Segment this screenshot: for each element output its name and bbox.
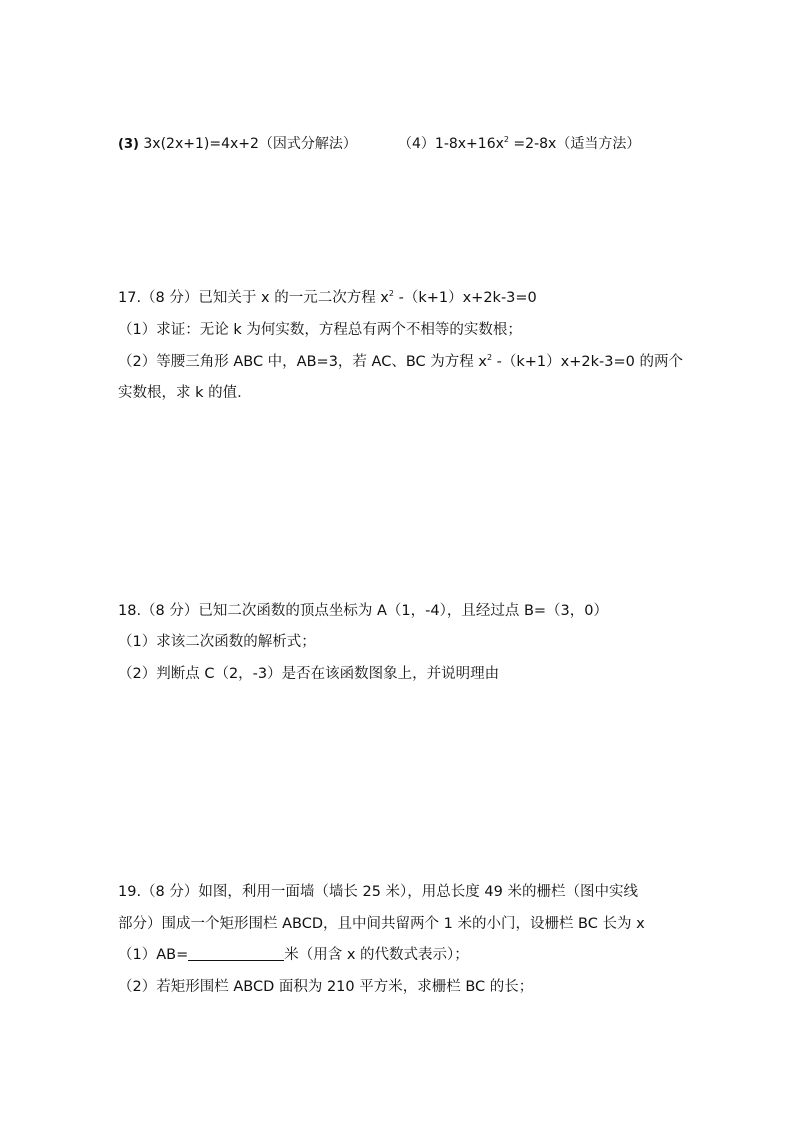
q18-part2: （2）判断点 C（2，-3）是否在该函数图象上，并说明理由 [118, 666, 500, 682]
q16-part3-text: 3x(2x+1)=4x+2（因式分解法） [138, 136, 357, 152]
q18-stem: 18.（8 分）已知二次函数的顶点坐标为 A（1，-4），且经过点 B=（3，0） [118, 603, 609, 619]
q17-part2-a: （2）等腰三角形 ABC 中，AB=3，若 AC、BC 为方程 x [118, 354, 487, 370]
q19-part1 [118, 945, 469, 965]
q17-stem [118, 288, 537, 308]
q19-part2: （2）若矩形围栏 ABCD 面积为 210 平方米，求栅栏 BC 的长； [118, 979, 534, 995]
q16-part4-sup: 2 [503, 135, 509, 144]
q17-part2 [118, 352, 683, 372]
q18-part1: （1）求该二次函数的解析式； [118, 634, 316, 650]
q16-part3-label: (3) [118, 137, 139, 152]
q19-part1-a: （1）AB= [118, 947, 189, 963]
q17-stem-sup: 2 [388, 289, 394, 298]
q17-part2-cont: 实数根，求 k 的值. [118, 385, 242, 401]
q16-part4-text-b: =2-8x（适当方法） [508, 136, 641, 152]
q17-part2-b: -（k+1）x+2k-3=0 的两个 [492, 354, 683, 370]
q17-part1: （1）求证：无论 k 为何实数，方程总有两个不相等的实数根； [118, 322, 522, 338]
q16-part4-text-a: （4）1-8x+16x [398, 136, 504, 152]
q19-stem: 19.（8 分）如图，利用一面墙（墙长 25 米），用总长度 49 米的栅栏（图中实线 [118, 884, 638, 900]
q17-part2-sup: 2 [486, 353, 493, 362]
q19-stem-cont: 部分）围成一个矩形围栏 ABCD，且中间共留两个 1 米的小门，设栅栏 BC 长为 x [118, 916, 645, 932]
q19-part1-b: 米（用含 x 的代数式表示）； [284, 947, 469, 963]
q16-part4 [398, 134, 640, 154]
q17-stem-a: 17.（8 分）已知关于 x 的一元二次方程 x [118, 290, 389, 306]
q17-stem-b: -（k+1）x+2k-3=0 [393, 290, 537, 306]
question-16-parts [118, 134, 641, 155]
answer-blank[interactable] [188, 946, 284, 961]
